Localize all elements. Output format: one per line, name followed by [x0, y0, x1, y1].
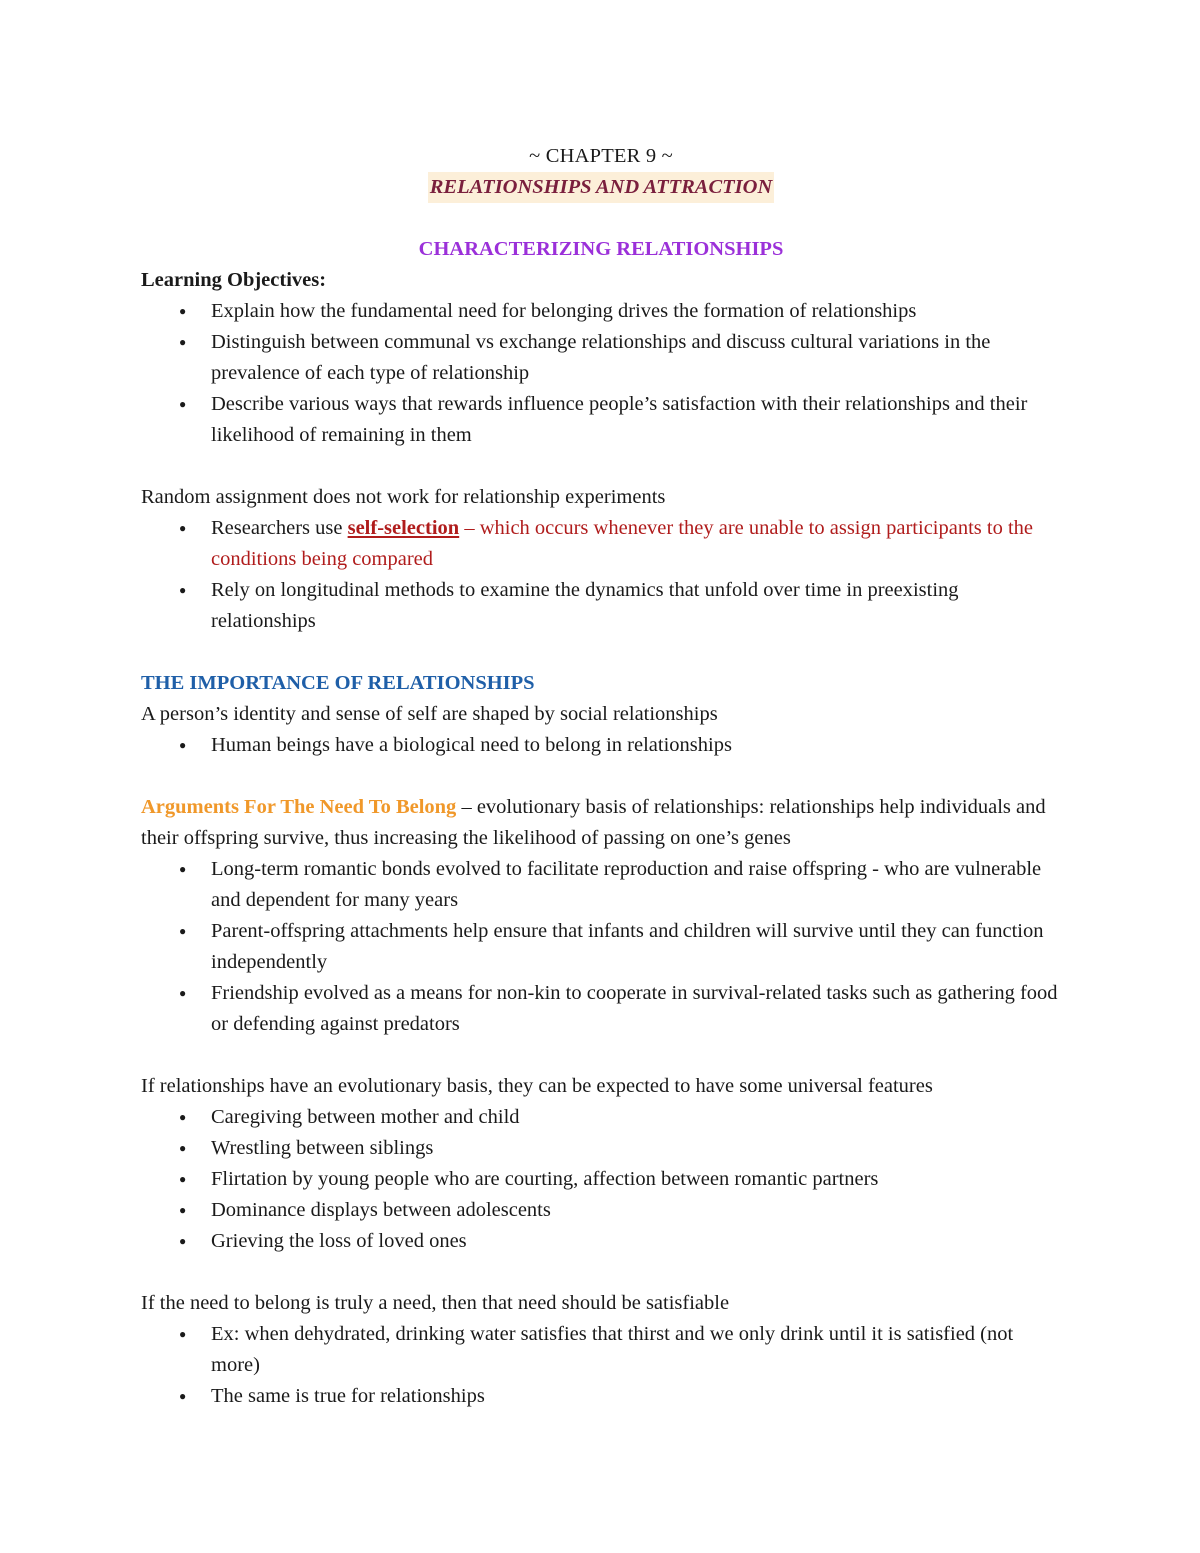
list-item: ● Caregiving between mother and child	[211, 1102, 1061, 1133]
objectives-list	[141, 296, 1061, 451]
document-content	[141, 141, 1061, 1412]
list-item: ● Long-term romantic bonds evolved to facilitate reproduction and raise offspring - who are vulnerable and dependent for many years	[211, 854, 1061, 916]
list-item: ● The same is true for relationships	[211, 1381, 1061, 1412]
universal-line: If relationships have an evolutionary basis, they can be expected to have some universal features	[141, 1075, 933, 1097]
list-item: ● Describe various ways that rewards influence people’s satisfaction with their relationships and their likelihood of remaining in them	[211, 389, 1061, 451]
arguments-list	[141, 854, 1061, 1040]
arguments-text: – evolutionary basis of relationships: relationships help individuals and their offspring survive, thus increasing the likelihood of passing on one’s genes	[141, 796, 1046, 849]
satisfiable-line: If the need to belong is truly a need, then that need should be satisfiable	[141, 1292, 730, 1314]
bullet-prefix: Researchers use	[211, 517, 348, 539]
chapter-title-wrap	[141, 172, 1061, 203]
universal-list	[141, 1102, 1061, 1257]
arguments-paragraph	[141, 792, 1061, 854]
list-item: ● Explain how the fundamental need for belonging drives the formation of relationships	[211, 296, 1061, 327]
list-item: ● Wrestling between siblings	[211, 1133, 1061, 1164]
learning-objectives-label: Learning Objectives:	[141, 269, 327, 291]
chapter-label: ~ CHAPTER 9 ~	[529, 145, 673, 167]
list-item: ● Human beings have a biological need to belong in relationships	[211, 730, 1061, 761]
section-heading-importance: THE IMPORTANCE OF RELATIONSHIPS	[141, 672, 535, 694]
self-selection-definition: – which occurs whenever they are unable to assign participants to the conditions being compared	[211, 517, 1033, 570]
list-item	[211, 513, 1061, 575]
importance-list	[141, 730, 1061, 761]
list-item: ● Rely on longitudinal methods to examine the dynamics that unfold over time in preexisting relationships	[211, 575, 1061, 637]
list-item: ● Distinguish between communal vs exchange relationships and discuss cultural variations in the prevalence of each type of relationship	[211, 327, 1061, 389]
list-item: ● Dominance displays between adolescents	[211, 1195, 1061, 1226]
list-item: ● Ex: when dehydrated, drinking water satisfies that thirst and we only drink until it is satisfied (not more)	[211, 1319, 1061, 1381]
list-item: ● Friendship evolved as a means for non-kin to cooperate in survival-related tasks such as gathering food or defending against predators	[211, 978, 1061, 1040]
random-assignment-line: Random assignment does not work for relationship experiments	[141, 486, 666, 508]
arguments-term: Arguments For The Need To Belong	[141, 796, 457, 818]
list-item: ● Flirtation by young people who are courting, affection between romantic partners	[211, 1164, 1061, 1195]
random-assignment-list	[141, 513, 1061, 637]
self-selection-term: self-selection	[347, 517, 460, 539]
list-item: ● Grieving the loss of loved ones	[211, 1226, 1061, 1257]
identity-line: A person’s identity and sense of self are shaped by social relationships	[141, 703, 718, 725]
chapter-title: RELATIONSHIPS AND ATTRACTION	[428, 172, 775, 203]
satisfiable-list	[141, 1319, 1061, 1412]
list-item: ● Parent-offspring attachments help ensure that infants and children will survive until they can function independently	[211, 916, 1061, 978]
section-heading-characterizing: CHARACTERIZING RELATIONSHIPS	[418, 238, 784, 260]
